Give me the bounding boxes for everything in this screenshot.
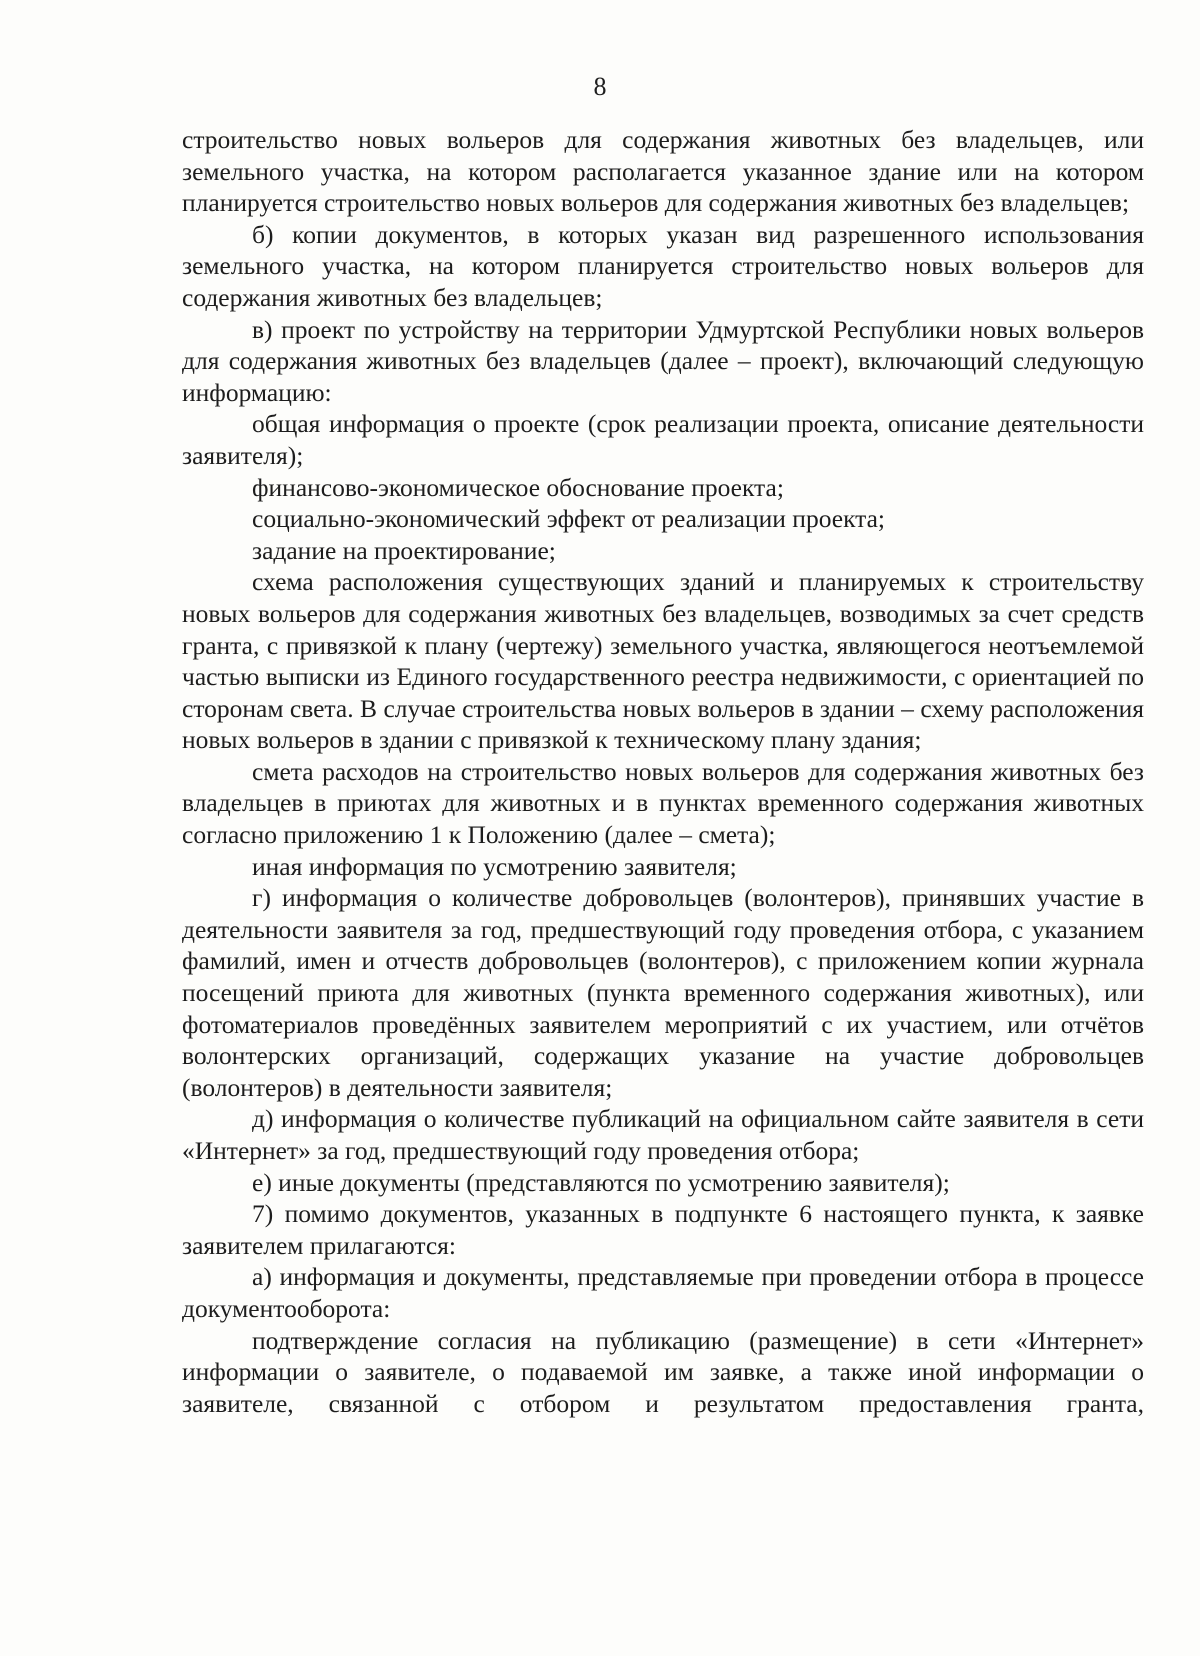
paragraph-social-effect: социально-экономический эффект от реализации проекта; — [252, 504, 885, 534]
paragraph-item-a: а) информация и документы, представляемые при проведении отбора в процессе документооборота: — [182, 1262, 1144, 1323]
document-body — [182, 124, 1144, 1419]
paragraph-item-g: г) информация о количестве добровольцев (волонтеров), принявших участие в деятельности заявителя за год, предшествующий году проведения отбора, с указанием фамилий, имен и отчеств добровольцев (волонтеров), с приложением копии журнала посещений приюта для животных (пункта временного содержания животных), или фотоматериалов проведённых заявителем мероприятий с их участием, или отчётов волонтерских организаций, содержащих указание на участие добровольцев (волонтеров) в деятельности заявителя; — [182, 883, 1144, 1102]
paragraph-item-v: в) проект по устройству на территории Удмуртской Республики новых вольеров для содержания животных без владельцев (далее – проект), включающий следующую информацию: — [182, 314, 1144, 407]
paragraph-item-e: е) иные документы (представляются по усмотрению заявителя); — [252, 1167, 950, 1197]
paragraph-other-info: иная информация по усмотрению заявителя; — [252, 851, 737, 881]
paragraph-item-b: б) копии документов, в которых указан вид разрешенного использования земельного участка, на котором планируется строительство новых вольеров для содержания животных без владельцев; — [182, 219, 1144, 312]
paragraph-estimate: смета расходов на строительство новых вольеров для содержания животных без владельцев в приютах для животных и в пунктах временного содержания животных согласно приложению 1 к Положению (далее – смета); — [182, 756, 1144, 850]
paragraph-financial: финансово-экономическое обоснование проекта; — [252, 472, 784, 502]
paragraph-continuation: строительство новых вольеров для содержания животных без владельцев, или земельного участка, на котором располагается указанное здание или на котором планируется строительство новых вольеров для содержания животных без владельцев; — [182, 125, 1144, 218]
paragraph-design-task: задание на проектирование; — [252, 535, 556, 565]
paragraph-general-info: общая информация о проекте (срок реализации проекта, описание деятельности заявителя); — [182, 409, 1144, 470]
paragraph-layout-scheme: схема расположения существующих зданий и планируемых к строительству новых вольеров для содержания животных без владельцев, возводимых за счет средств гранта, с привязкой к плану (чертежу) земельного участка, являющегося неотъемлемой частью выписки из Единого государственного реестра недвижимости, с ориентацией по сторонам света. В случае строительства новых вольеров в здании – схему расположения новых вольеров в здании с привязкой к техническому плану здания; — [182, 567, 1144, 755]
paragraph-item-d: д) информация о количестве публикаций на официальном сайте заявителя в сети «Интернет» за год, предшествующий году проведения отбора; — [182, 1104, 1144, 1165]
paragraph-item-7: 7) помимо документов, указанных в подпункте 6 настоящего пункта, к заявке заявителем прилагаются: — [182, 1199, 1144, 1260]
page-number: 8 — [593, 72, 607, 101]
paragraph-consent: подтверждение согласия на публикацию (размещение) в сети «Интернет» информации о заявителе, о подаваемой им заявке, а также иной информации о заявителе, связанной с отбором и результатом предоставления гранта, — [182, 1325, 1144, 1418]
